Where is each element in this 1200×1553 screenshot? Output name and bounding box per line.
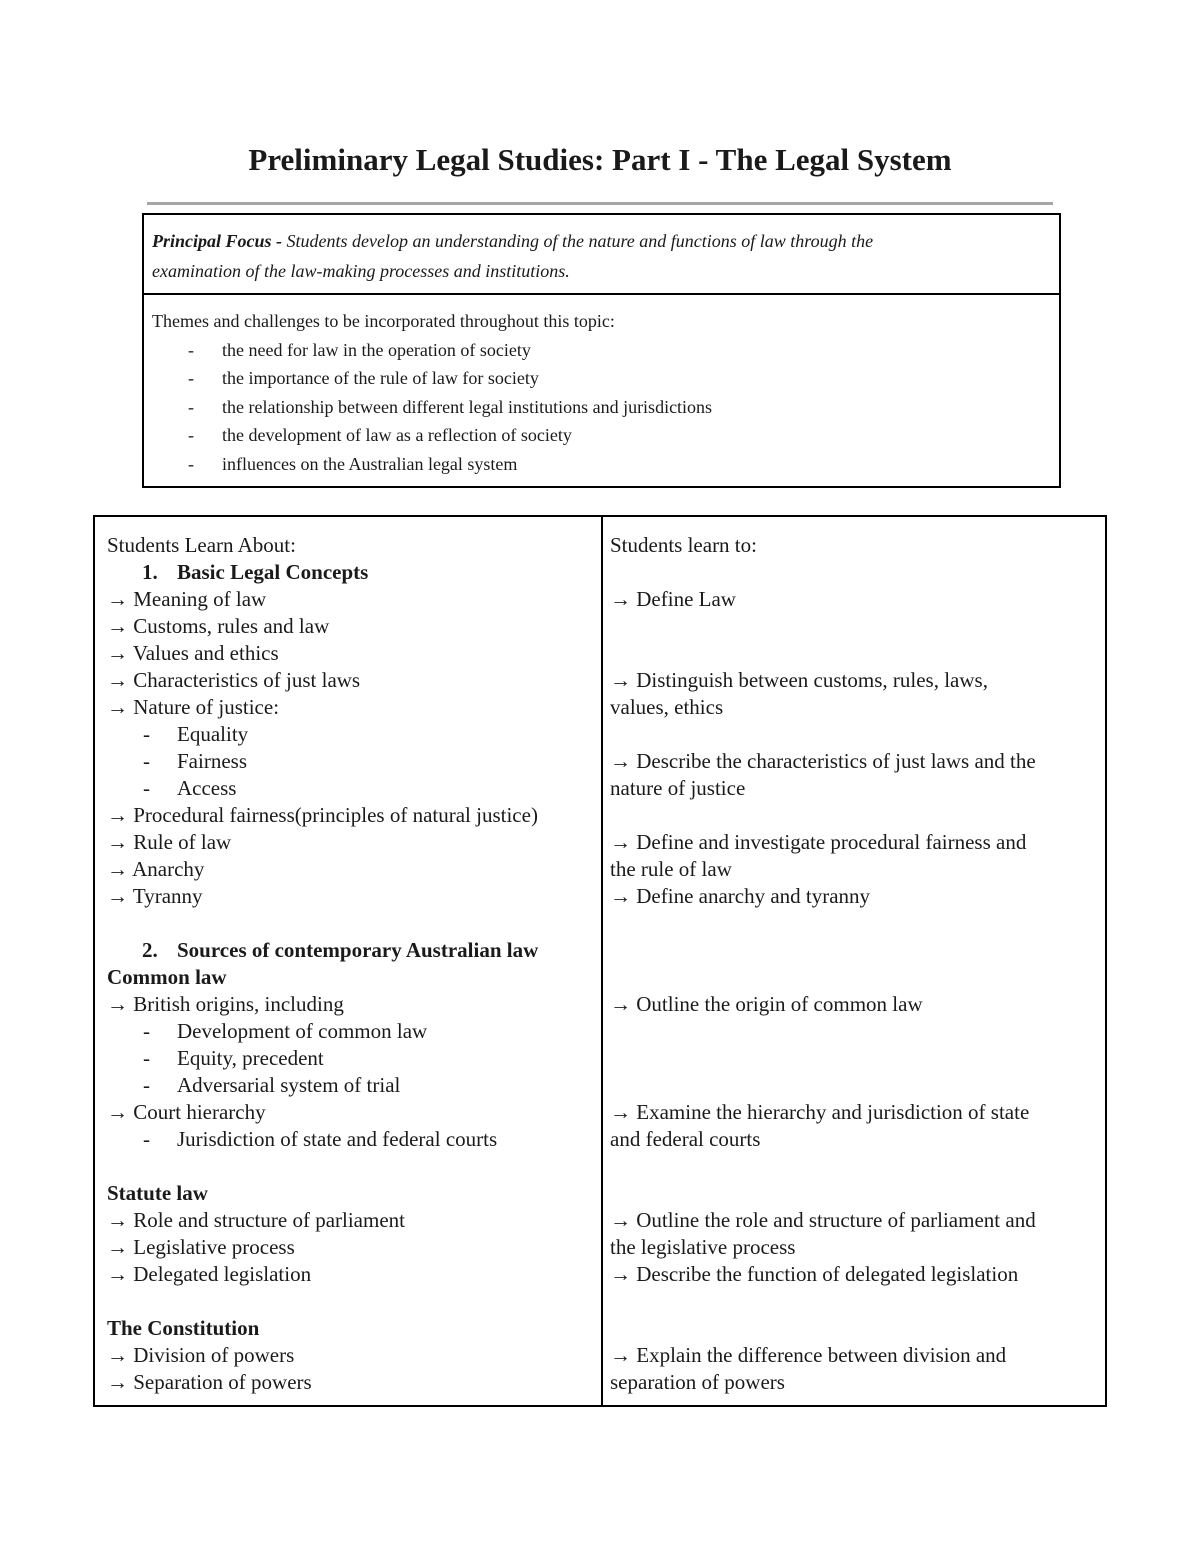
arrow-icon: → (107, 587, 128, 611)
principal-focus-label: Principal Focus - (152, 231, 287, 251)
item-text: Characteristics of just laws (133, 668, 361, 692)
item-text: Customs, rules and law (133, 614, 330, 638)
section-number: 2. (142, 938, 158, 962)
outcome-item (610, 1099, 1029, 1126)
item-text: Procedural fairness(principles of natural justice) (133, 803, 538, 827)
dash-bullet: - (188, 396, 194, 417)
subheading-common-law: Common law (107, 965, 227, 989)
item-text: Values and ethics (132, 641, 279, 665)
item-text: Meaning of law (133, 587, 267, 611)
item-text: Define anarchy and tyranny (636, 884, 871, 908)
outcome-item-cont: nature of justice (610, 776, 746, 800)
theme-text: the need for law in the operation of society (222, 339, 531, 360)
outcome-item (610, 1207, 1036, 1234)
section-title: Basic Legal Concepts (177, 560, 369, 584)
theme-item (152, 336, 1051, 365)
dash-bullet: - (143, 749, 150, 773)
arrow-icon: → (610, 749, 631, 773)
dash-bullet: - (143, 722, 150, 746)
left-column-header: Students Learn About: (107, 533, 296, 557)
outcome-item (610, 883, 870, 910)
list-item (107, 1342, 294, 1369)
item-text: Access (177, 776, 237, 800)
item-text: Examine the hierarchy and jurisdiction of state (636, 1100, 1030, 1124)
outcome-item (610, 586, 736, 613)
dash-bullet: - (143, 1046, 150, 1070)
item-text: Nature of justice: (133, 695, 280, 719)
section-number: 1. (142, 560, 158, 584)
arrow-icon: → (610, 1100, 631, 1124)
outcome-item-cont: values, ethics (610, 695, 724, 719)
list-item (107, 640, 279, 667)
list-item (107, 1207, 405, 1234)
arrow-icon: → (107, 830, 128, 854)
arrow-icon: → (107, 884, 128, 908)
item-text: Describe the function of delegated legislation (636, 1262, 1019, 1286)
arrow-icon: → (107, 614, 128, 638)
dash-bullet: - (188, 425, 194, 445)
list-item (107, 586, 266, 613)
item-text: Development of common law (177, 1019, 428, 1043)
principal-focus-text-1: Students develop an understanding of the nature and functions of law through the (286, 231, 874, 251)
list-item (107, 694, 279, 721)
list-item (107, 613, 329, 640)
theme-item (152, 393, 1051, 422)
list-item (107, 1099, 266, 1126)
arrow-icon: → (107, 857, 128, 881)
item-text: Equity, precedent (177, 1046, 324, 1070)
list-item (107, 991, 344, 1018)
item-text: Outline the role and structure of parliament and (636, 1208, 1036, 1232)
item-text: Fairness (177, 749, 247, 773)
list-item (107, 667, 360, 694)
item-text: Distinguish between customs, rules, laws, (636, 668, 988, 692)
arrow-icon: → (107, 1100, 128, 1124)
item-text: Equality (177, 722, 249, 746)
item-text: Outline the origin of common law (636, 992, 923, 1016)
list-item (107, 883, 203, 910)
arrow-icon: → (610, 1343, 631, 1367)
list-item (107, 829, 231, 856)
arrow-icon: → (610, 1208, 631, 1232)
subheading-statute-law: Statute law (107, 1181, 208, 1205)
item-text: Adversarial system of trial (177, 1073, 401, 1097)
page-title: Preliminary Legal Studies: Part I - The Legal System (248, 142, 952, 177)
arrow-icon: → (107, 695, 128, 719)
arrow-icon: → (107, 668, 128, 692)
item-text: Tyranny (132, 884, 203, 908)
column-divider (601, 517, 603, 1405)
arrow-icon: → (610, 830, 631, 854)
outcome-item (610, 667, 988, 694)
theme-item (152, 421, 1051, 450)
item-text: Explain the difference between division and (636, 1343, 1007, 1367)
outcome-item (610, 748, 1036, 775)
section-heading-1 (142, 559, 368, 586)
dash-bullet: - (143, 1073, 150, 1097)
theme-text: the relationship between different legal institutions and jurisdictions (222, 396, 713, 417)
themes-intro: Themes and challenges to be incorporated throughout this topic: (152, 311, 615, 331)
section-title: Sources of contemporary Australian law (177, 938, 539, 962)
outcome-item-cont: and federal courts (610, 1127, 761, 1151)
outcome-item (610, 1342, 1006, 1369)
item-text: Court hierarchy (133, 1100, 266, 1124)
arrow-icon: → (107, 803, 128, 827)
item-text: Separation of powers (133, 1370, 312, 1394)
item-text: Legislative process (133, 1235, 295, 1259)
item-text: Delegated legislation (133, 1262, 312, 1286)
theme-item (152, 450, 1051, 479)
item-text: Define and investigate procedural fairness and (636, 830, 1027, 854)
list-item (107, 1261, 311, 1288)
item-text: Rule of law (133, 830, 232, 854)
item-text: Describe the characteristics of just laws and the (636, 749, 1036, 773)
arrow-icon: → (610, 587, 631, 611)
theme-item (152, 364, 1051, 393)
item-text: Define Law (636, 587, 736, 611)
list-item (107, 856, 204, 883)
theme-text: influences on the Australian legal system (222, 453, 518, 474)
right-column-header: Students learn to: (610, 533, 757, 557)
item-text: Anarchy (132, 857, 205, 881)
arrow-icon: → (107, 1343, 128, 1367)
item-text: Role and structure of parliament (133, 1208, 405, 1232)
subheading-constitution: The Constitution (107, 1316, 260, 1340)
dash-bullet: - (188, 339, 194, 360)
dash-bullet: - (188, 453, 194, 474)
section-heading-2 (142, 937, 538, 964)
principal-focus (144, 215, 1059, 295)
focus-box (142, 213, 1061, 488)
outcome-item-cont: the legislative process (610, 1235, 796, 1259)
arrow-icon: → (610, 1262, 631, 1286)
outcome-item (610, 829, 1026, 856)
arrow-icon: → (610, 992, 631, 1016)
outcome-item (610, 1261, 1018, 1288)
arrow-icon: → (107, 1370, 128, 1394)
arrow-icon: → (107, 1262, 128, 1286)
themes-section (144, 307, 1059, 478)
dash-bullet: - (143, 776, 150, 800)
arrow-icon: → (107, 1235, 128, 1259)
item-text: Division of powers (133, 1343, 295, 1367)
theme-text: the importance of the rule of law for society (222, 368, 539, 388)
list-item (107, 1369, 312, 1396)
outcome-item (610, 991, 923, 1018)
item-text: Jurisdiction of state and federal courts (177, 1127, 498, 1151)
dash-bullet: - (188, 368, 194, 388)
arrow-icon: → (610, 884, 631, 908)
item-text: British origins, including (133, 992, 344, 1016)
arrow-icon: → (107, 992, 128, 1016)
outcome-item-cont: the rule of law (610, 857, 732, 881)
outcome-item-cont: separation of powers (610, 1370, 785, 1394)
theme-text: the development of law as a reflection of society (222, 425, 572, 445)
list-item (107, 802, 538, 829)
list-item (107, 1234, 295, 1261)
dash-bullet: - (143, 1019, 150, 1043)
arrow-icon: → (107, 641, 128, 665)
principal-focus-text-2: examination of the law-making processes and institutions. (152, 261, 570, 281)
dash-bullet: - (143, 1127, 150, 1151)
arrow-icon: → (107, 1208, 128, 1232)
syllabus-table (93, 515, 1107, 1407)
arrow-icon: → (610, 668, 631, 692)
title-divider (147, 202, 1053, 205)
